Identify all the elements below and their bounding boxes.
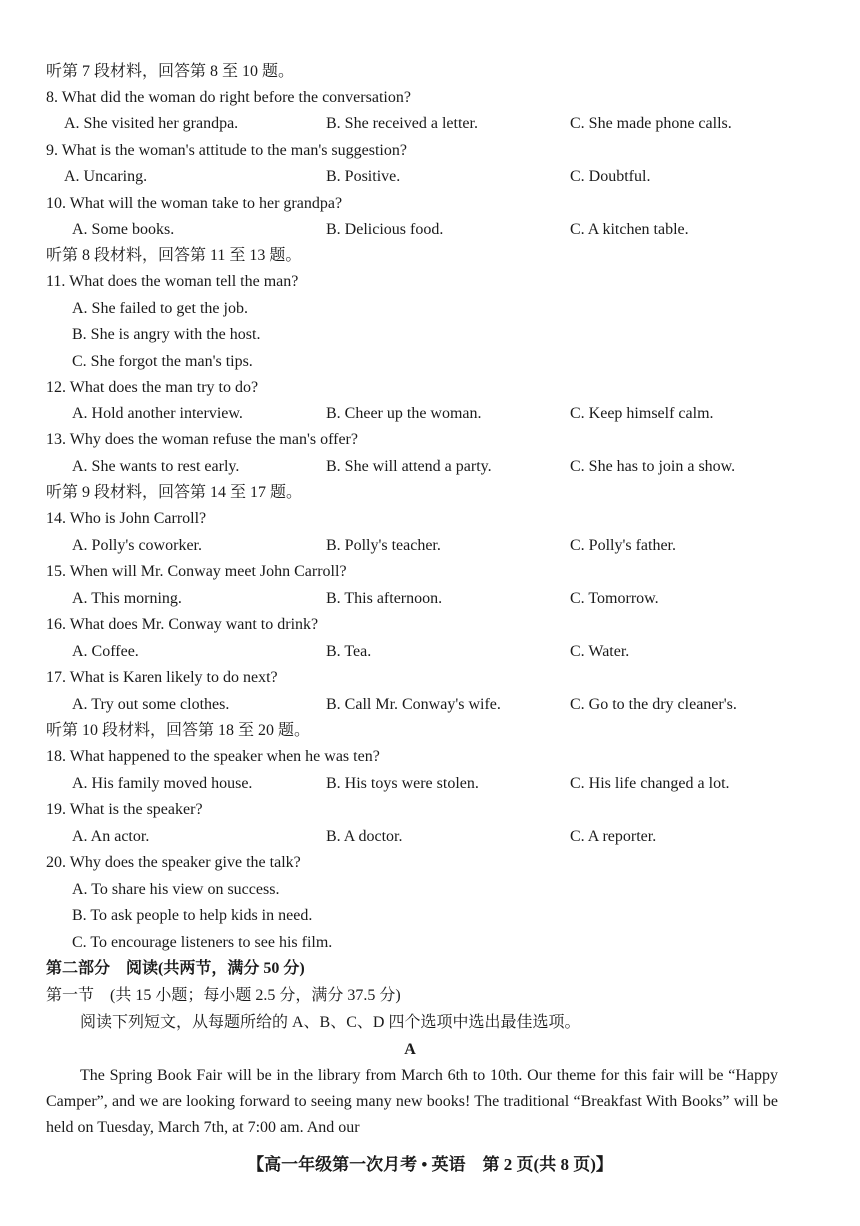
option-10c: C. A kitchen table. xyxy=(570,221,689,238)
option-16b: B. Tea. xyxy=(326,643,372,660)
option-17c: C. Go to the dry cleaner's. xyxy=(570,696,737,713)
section-header: 听第 9 段材料，回答第 14 至 17 题。 xyxy=(46,484,303,501)
page-footer: 【高一年级第一次月考 • 英语 第 2 页(共 8 页)】 xyxy=(247,1155,613,1174)
option-13b: B. She will attend a party. xyxy=(326,458,492,475)
option-11a: A. She failed to get the job. xyxy=(72,300,248,317)
question-11: 11. What does the woman tell the man? xyxy=(46,273,299,290)
option-19a: A. An actor. xyxy=(72,828,150,845)
section-header: 听第 7 段材料，回答第 8 至 10 题。 xyxy=(46,63,295,80)
option-13a: A. She wants to rest early. xyxy=(72,458,240,475)
option-10a: A. Some books. xyxy=(72,221,175,238)
question-9: 9. What is the woman's attitude to the man's suggestion? xyxy=(46,142,407,159)
option-15b: B. This afternoon. xyxy=(326,590,443,607)
option-17a: A. Try out some clothes. xyxy=(72,696,230,713)
option-15a: A. This morning. xyxy=(72,590,182,607)
question-17: 17. What is Karen likely to do next? xyxy=(46,669,278,686)
option-14b: B. Polly's teacher. xyxy=(326,537,441,554)
question-10: 10. What will the woman take to her grandpa? xyxy=(46,195,343,212)
section-title: 第一节 (共 15 小题；每小题 2.5 分，满分 37.5 分) xyxy=(46,987,401,1004)
question-8: 8. What did the woman do right before the conversation? xyxy=(46,89,411,106)
question-19: 19. What is the speaker? xyxy=(46,801,203,818)
passage-paragraph: The Spring Book Fair will be in the library from March 6th to 10th. Our theme for this fair will be “Happy Camper”, and we are looking forward to seeing many new books! The traditional “Breakfast With Books” will be held on Tuesday, March 7th, at 7:00 am. And our xyxy=(46,1067,778,1136)
option-12c: C. Keep himself calm. xyxy=(570,405,714,422)
option-11c: C. She forgot the man's tips. xyxy=(72,353,253,370)
option-19c: C. A reporter. xyxy=(570,828,657,845)
question-12: 12. What does the man try to do? xyxy=(46,379,259,396)
question-20: 20. Why does the speaker give the talk? xyxy=(46,854,301,871)
option-18b: B. His toys were stolen. xyxy=(326,775,479,792)
option-14a: A. Polly's coworker. xyxy=(72,537,202,554)
option-17b: B. Call Mr. Conway's wife. xyxy=(326,696,501,713)
question-16: 16. What does Mr. Conway want to drink? xyxy=(46,616,319,633)
instructions: 阅读下列短文，从每题所给的 A、B、C、D 四个选项中选出最佳选项。 xyxy=(80,1014,581,1031)
option-9c: C. Doubtful. xyxy=(570,168,651,185)
option-16c: C. Water. xyxy=(570,643,630,660)
option-8c: C. She made phone calls. xyxy=(570,115,732,132)
option-8b: B. She received a letter. xyxy=(326,115,478,132)
question-13: 13. Why does the woman refuse the man's offer? xyxy=(46,431,358,448)
option-20a: A. To share his view on success. xyxy=(72,881,280,898)
option-9a: A. Uncaring. xyxy=(64,168,148,185)
option-18a: A. His family moved house. xyxy=(72,775,253,792)
option-12b: B. Cheer up the woman. xyxy=(326,405,482,422)
option-20c: C. To encourage listeners to see his film. xyxy=(72,934,333,951)
section-header: 听第 8 段材料，回答第 11 至 13 题。 xyxy=(46,247,302,264)
option-13c: C. She has to join a show. xyxy=(570,458,736,475)
question-15: 15. When will Mr. Conway meet John Carroll? xyxy=(46,563,347,580)
option-8a: A. She visited her grandpa. xyxy=(64,115,239,132)
option-18c: C. His life changed a lot. xyxy=(570,775,730,792)
option-14c: C. Polly's father. xyxy=(570,537,676,554)
question-18: 18. What happened to the speaker when he was ten? xyxy=(46,748,380,765)
option-9b: B. Positive. xyxy=(326,168,401,185)
option-20b: B. To ask people to help kids in need. xyxy=(72,907,313,924)
option-11b: B. She is angry with the host. xyxy=(72,326,261,343)
option-10b: B. Delicious food. xyxy=(326,221,444,238)
part-title: 第二部分 阅读(共两节，满分 50 分) xyxy=(46,960,305,977)
question-14: 14. Who is John Carroll? xyxy=(46,510,207,527)
passage-text xyxy=(46,1063,778,1141)
option-15c: C. Tomorrow. xyxy=(570,590,659,607)
section-header: 听第 10 段材料，回答第 18 至 20 题。 xyxy=(46,722,311,739)
passage-label: A xyxy=(404,1041,416,1058)
option-19b: B. A doctor. xyxy=(326,828,403,845)
option-16a: A. Coffee. xyxy=(72,643,139,660)
option-12a: A. Hold another interview. xyxy=(72,405,243,422)
